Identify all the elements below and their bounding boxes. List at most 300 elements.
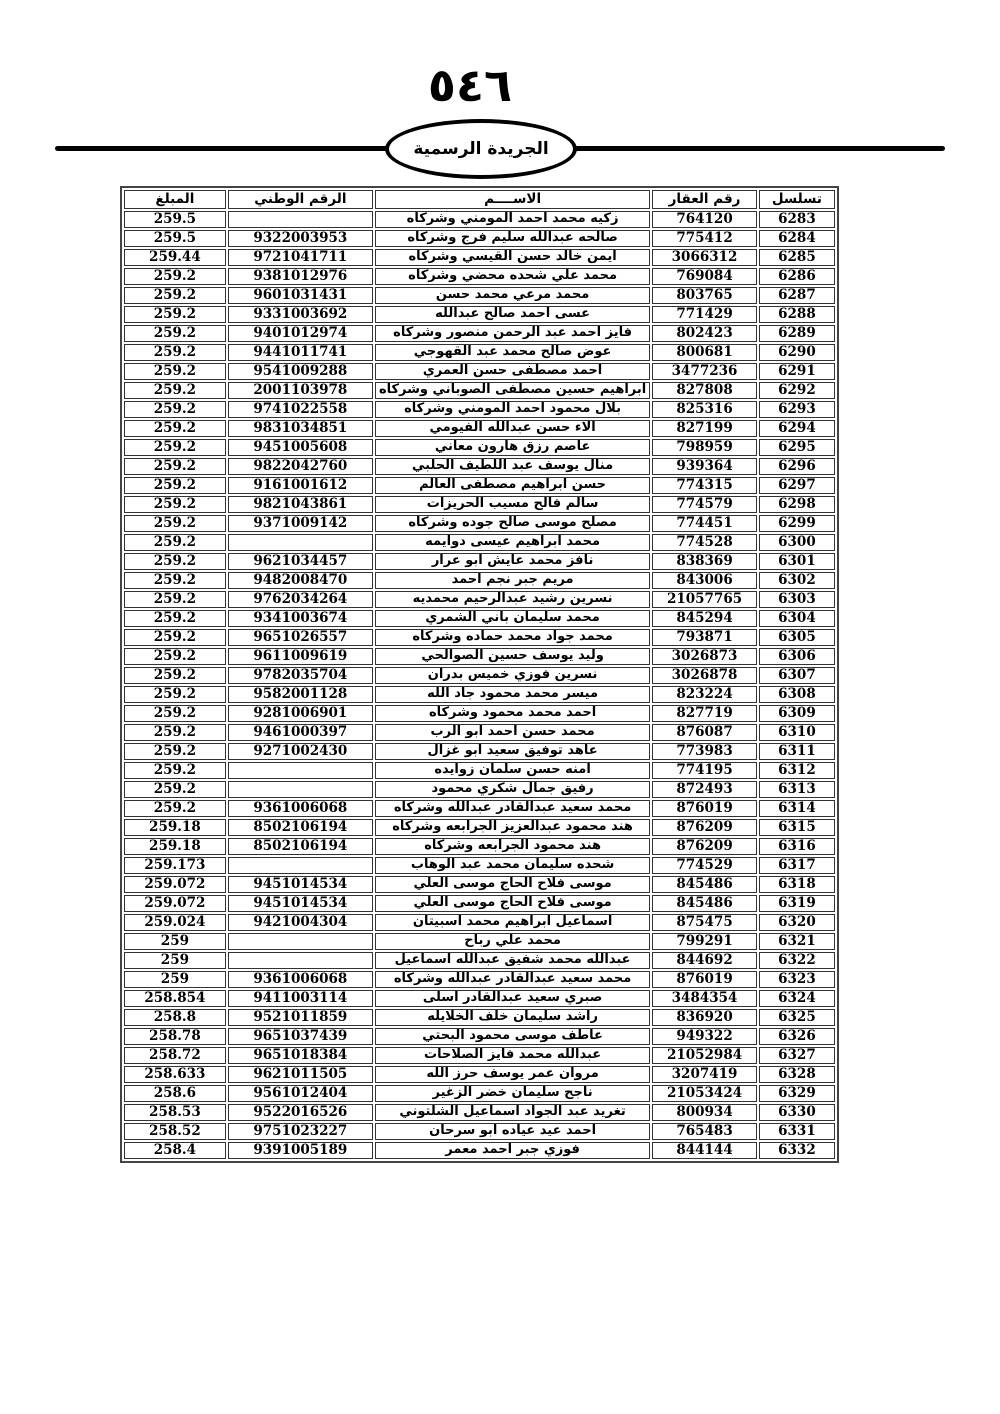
national-id-cell: 9271002430	[228, 743, 373, 760]
name-cell: محمد سعيد عبدالقادر عبدالله وشركاه	[375, 800, 650, 817]
amount-cell: 259.2	[124, 667, 226, 684]
national-id-cell: 9381012976	[228, 268, 373, 285]
serial-cell: 6291	[759, 363, 835, 380]
national-id-cell: 9482008470	[228, 572, 373, 589]
name-cell: نسرين رشيد عبدالرحيم محمديه	[375, 591, 650, 608]
serial-cell: 6283	[759, 211, 835, 228]
serial-cell: 6316	[759, 838, 835, 855]
name-cell: محمد علي شحده محضي وشركاه	[375, 268, 650, 285]
table-row	[124, 325, 835, 342]
amount-cell: 259	[124, 971, 226, 988]
serial-cell: 6323	[759, 971, 835, 988]
property-number-cell: 765483	[652, 1123, 757, 1140]
table-row	[124, 990, 835, 1007]
amount-cell: 259.2	[124, 724, 226, 741]
name-cell: موسى فلاح الحاج موسى العلي	[375, 895, 650, 912]
records-table-body	[124, 211, 835, 1159]
column-header-national-id: الرقم الوطني	[228, 190, 373, 209]
table-row	[124, 230, 835, 247]
table-row	[124, 819, 835, 836]
national-id-cell: 9341003674	[228, 610, 373, 627]
column-header-name: الاســــم	[375, 190, 650, 209]
national-id-cell: 9651037439	[228, 1028, 373, 1045]
serial-cell: 6311	[759, 743, 835, 760]
name-cell: مروان عمر يوسف حرز الله	[375, 1066, 650, 1083]
amount-cell: 259.2	[124, 325, 226, 342]
serial-cell: 6305	[759, 629, 835, 646]
national-id-cell: 9361006068	[228, 971, 373, 988]
table-row	[124, 382, 835, 399]
property-number-cell: 21053424	[652, 1085, 757, 1102]
property-number-cell: 798959	[652, 439, 757, 456]
table-row	[124, 1028, 835, 1045]
name-cell: صبري سعيد عبدالقادر اسلى	[375, 990, 650, 1007]
amount-cell: 259.2	[124, 477, 226, 494]
amount-cell: 258.633	[124, 1066, 226, 1083]
amount-cell: 259.5	[124, 211, 226, 228]
table-row	[124, 952, 835, 969]
national-id-cell: 9421004304	[228, 914, 373, 931]
national-id-cell: 9782035704	[228, 667, 373, 684]
name-cell: صالحه عبدالله سليم فرج وشركاه	[375, 230, 650, 247]
name-cell: هند محمود الجرابعه وشركاه	[375, 838, 650, 855]
amount-cell: 258.854	[124, 990, 226, 1007]
serial-cell: 6294	[759, 420, 835, 437]
national-id-cell: 9721041711	[228, 249, 373, 266]
property-number-cell: 876019	[652, 800, 757, 817]
amount-cell: 259.44	[124, 249, 226, 266]
serial-cell: 6297	[759, 477, 835, 494]
national-id-cell: 9822042760	[228, 458, 373, 475]
serial-cell: 6331	[759, 1123, 835, 1140]
table-header-row	[124, 190, 835, 209]
national-id-cell	[228, 762, 373, 779]
national-id-cell: 9541009288	[228, 363, 373, 380]
amount-cell: 259.2	[124, 534, 226, 551]
national-id-cell: 9521011859	[228, 1009, 373, 1026]
name-cell: منال يوسف عبد اللطيف الحلبي	[375, 458, 650, 475]
table-row	[124, 629, 835, 646]
national-id-cell: 9371009142	[228, 515, 373, 532]
property-number-cell: 3207419	[652, 1066, 757, 1083]
amount-cell: 259.2	[124, 686, 226, 703]
national-id-cell	[228, 952, 373, 969]
property-number-cell: 836920	[652, 1009, 757, 1026]
national-id-cell: 9762034264	[228, 591, 373, 608]
national-id-cell: 8502106194	[228, 838, 373, 855]
table-row	[124, 287, 835, 304]
amount-cell: 259.2	[124, 743, 226, 760]
name-cell: هند محمود عبدالعزيز الجرابعه وشركاه	[375, 819, 650, 836]
serial-cell: 6306	[759, 648, 835, 665]
name-cell: محمد علي رباح	[375, 933, 650, 950]
property-number-cell: 771429	[652, 306, 757, 323]
property-number-cell: 843006	[652, 572, 757, 589]
national-id-cell	[228, 211, 373, 228]
serial-cell: 6313	[759, 781, 835, 798]
name-cell: نافز محمد عايش ابو عرار	[375, 553, 650, 570]
property-number-cell: 876209	[652, 819, 757, 836]
gazette-title: الجريدة الرسمية	[413, 139, 549, 159]
name-cell: محمد مرعي محمد حسن	[375, 287, 650, 304]
table-row	[124, 610, 835, 627]
name-cell: حسن ابراهيم مصطفى العالم	[375, 477, 650, 494]
table-row	[124, 249, 835, 266]
table-row	[124, 1066, 835, 1083]
column-header-amount: المبلغ	[124, 190, 226, 209]
property-number-cell: 845294	[652, 610, 757, 627]
serial-cell: 6304	[759, 610, 835, 627]
property-number-cell: 774529	[652, 857, 757, 874]
amount-cell: 259.2	[124, 705, 226, 722]
serial-cell: 6303	[759, 591, 835, 608]
table-row	[124, 800, 835, 817]
property-number-cell: 800681	[652, 344, 757, 361]
name-cell: عبدالله محمد شفيق عبدالله اسماعيل	[375, 952, 650, 969]
property-number-cell: 3026878	[652, 667, 757, 684]
table-row	[124, 762, 835, 779]
national-id-cell: 9522016526	[228, 1104, 373, 1121]
property-number-cell: 825316	[652, 401, 757, 418]
property-number-cell: 844692	[652, 952, 757, 969]
national-id-cell: 9651026557	[228, 629, 373, 646]
serial-cell: 6330	[759, 1104, 835, 1121]
serial-cell: 6295	[759, 439, 835, 456]
amount-cell: 258.6	[124, 1085, 226, 1102]
table-row	[124, 895, 835, 912]
name-cell: محمد سليمان باني الشمري	[375, 610, 650, 627]
name-cell: ايمن خالد حسن القيسي وشركاه	[375, 249, 650, 266]
serial-cell: 6315	[759, 819, 835, 836]
name-cell: عسى احمد صالح عبدالله	[375, 306, 650, 323]
table-row	[124, 439, 835, 456]
table-row	[124, 1047, 835, 1064]
serial-cell: 6290	[759, 344, 835, 361]
amount-cell: 259.2	[124, 629, 226, 646]
national-id-cell: 9651018384	[228, 1047, 373, 1064]
table-row	[124, 1142, 835, 1159]
name-cell: رفيق جمال شكري محمود	[375, 781, 650, 798]
table-row	[124, 268, 835, 285]
serial-cell: 6324	[759, 990, 835, 1007]
name-cell: محمد سعيد عبدالقادر عبدالله وشركاه	[375, 971, 650, 988]
name-cell: شحده سليمان محمد عبد الوهاب	[375, 857, 650, 874]
records-table-container	[120, 186, 839, 1163]
serial-cell: 6299	[759, 515, 835, 532]
property-number-cell: 793871	[652, 629, 757, 646]
serial-cell: 6296	[759, 458, 835, 475]
amount-cell: 259.2	[124, 781, 226, 798]
property-number-cell: 844144	[652, 1142, 757, 1159]
table-row	[124, 496, 835, 513]
name-cell: عاصم رزق هارون معاني	[375, 439, 650, 456]
serial-cell: 6326	[759, 1028, 835, 1045]
amount-cell: 258.4	[124, 1142, 226, 1159]
name-cell: عاهد توفيق سعيد ابو غزال	[375, 743, 650, 760]
name-cell: احمد محمد محمود وشركاه	[375, 705, 650, 722]
table-row	[124, 458, 835, 475]
national-id-cell: 9621011505	[228, 1066, 373, 1083]
table-row	[124, 1104, 835, 1121]
property-number-cell: 827199	[652, 420, 757, 437]
serial-cell: 6318	[759, 876, 835, 893]
property-number-cell: 769084	[652, 268, 757, 285]
serial-cell: 6292	[759, 382, 835, 399]
serial-cell: 6312	[759, 762, 835, 779]
serial-cell: 6286	[759, 268, 835, 285]
amount-cell: 259.2	[124, 648, 226, 665]
amount-cell: 259.2	[124, 401, 226, 418]
property-number-cell: 774579	[652, 496, 757, 513]
name-cell: عوض صالح محمد عبد القهوجي	[375, 344, 650, 361]
property-number-cell: 823224	[652, 686, 757, 703]
property-number-cell: 803765	[652, 287, 757, 304]
national-id-cell: 9451014534	[228, 895, 373, 912]
national-id-cell: 9741022558	[228, 401, 373, 418]
name-cell: عبدالله محمد فايز الصلاحات	[375, 1047, 650, 1064]
national-id-cell	[228, 857, 373, 874]
serial-cell: 6302	[759, 572, 835, 589]
property-number-cell: 3066312	[652, 249, 757, 266]
name-cell: اسماعيل ابراهيم محمد اسبيتان	[375, 914, 650, 931]
table-row	[124, 363, 835, 380]
property-number-cell: 774528	[652, 534, 757, 551]
amount-cell: 258.78	[124, 1028, 226, 1045]
national-id-cell: 9561012404	[228, 1085, 373, 1102]
table-row	[124, 1009, 835, 1026]
table-row	[124, 686, 835, 703]
table-row	[124, 553, 835, 570]
serial-cell: 6321	[759, 933, 835, 950]
national-id-cell: 9621034457	[228, 553, 373, 570]
amount-cell: 259.072	[124, 895, 226, 912]
name-cell: ناجح سليمان خضر الزغير	[375, 1085, 650, 1102]
amount-cell: 259.2	[124, 363, 226, 380]
amount-cell: 258.72	[124, 1047, 226, 1064]
table-row	[124, 971, 835, 988]
name-cell: بلال محمود احمد المومني وشركاه	[375, 401, 650, 418]
serial-cell: 6288	[759, 306, 835, 323]
table-row	[124, 914, 835, 931]
amount-cell: 259.2	[124, 268, 226, 285]
national-id-cell: 9451014534	[228, 876, 373, 893]
serial-cell: 6322	[759, 952, 835, 969]
national-id-cell: 9611009619	[228, 648, 373, 665]
amount-cell: 259.2	[124, 382, 226, 399]
name-cell: محمد حسن احمد ابو الرب	[375, 724, 650, 741]
amount-cell: 259.2	[124, 515, 226, 532]
property-number-cell: 3484354	[652, 990, 757, 1007]
property-number-cell: 872493	[652, 781, 757, 798]
table-row	[124, 515, 835, 532]
table-row	[124, 211, 835, 228]
national-id-cell: 9582001128	[228, 686, 373, 703]
gazette-title-badge	[385, 119, 577, 179]
name-cell: الاء حسن عبدالله الفيومي	[375, 420, 650, 437]
national-id-cell: 9281006901	[228, 705, 373, 722]
name-cell: احمد مصطفى حسن العمري	[375, 363, 650, 380]
national-id-cell: 9391005189	[228, 1142, 373, 1159]
national-id-cell: 8502106194	[228, 819, 373, 836]
property-number-cell: 876019	[652, 971, 757, 988]
serial-cell: 6329	[759, 1085, 835, 1102]
serial-cell: 6332	[759, 1142, 835, 1159]
national-id-cell: 9361006068	[228, 800, 373, 817]
property-number-cell: 774451	[652, 515, 757, 532]
property-number-cell: 775412	[652, 230, 757, 247]
table-row	[124, 1085, 835, 1102]
national-id-cell: 9401012974	[228, 325, 373, 342]
amount-cell: 259.173	[124, 857, 226, 874]
serial-cell: 6307	[759, 667, 835, 684]
name-cell: فوزي جبر احمد معمر	[375, 1142, 650, 1159]
serial-cell: 6287	[759, 287, 835, 304]
amount-cell: 259.2	[124, 762, 226, 779]
name-cell: نسرين فوزي خميس بدران	[375, 667, 650, 684]
property-number-cell: 827719	[652, 705, 757, 722]
name-cell: امنه حسن سلمان زوايده	[375, 762, 650, 779]
property-number-cell: 800934	[652, 1104, 757, 1121]
national-id-cell: 9441011741	[228, 344, 373, 361]
table-row	[124, 591, 835, 608]
name-cell: احمد عيد عياده ابو سرحان	[375, 1123, 650, 1140]
table-row	[124, 838, 835, 855]
amount-cell: 259.5	[124, 230, 226, 247]
property-number-cell: 845486	[652, 895, 757, 912]
serial-cell: 6301	[759, 553, 835, 570]
national-id-cell: 9411003114	[228, 990, 373, 1007]
amount-cell: 258.52	[124, 1123, 226, 1140]
name-cell: محمد ابراهيم عيسى دوايمه	[375, 534, 650, 551]
property-number-cell: 876087	[652, 724, 757, 741]
serial-cell: 6327	[759, 1047, 835, 1064]
property-number-cell: 949322	[652, 1028, 757, 1045]
property-number-cell: 876209	[652, 838, 757, 855]
table-row	[124, 933, 835, 950]
records-table	[120, 186, 839, 1163]
column-header-serial: تسلسل	[759, 190, 835, 209]
amount-cell: 258.53	[124, 1104, 226, 1121]
table-row	[124, 857, 835, 874]
name-cell: ميسر محمد محمود جاد الله	[375, 686, 650, 703]
serial-cell: 6319	[759, 895, 835, 912]
property-number-cell: 764120	[652, 211, 757, 228]
national-id-cell: 9322003953	[228, 230, 373, 247]
serial-cell: 6309	[759, 705, 835, 722]
name-cell: ابراهيم حسين مصطفى الصوباني وشركاه	[375, 382, 650, 399]
table-row	[124, 648, 835, 665]
amount-cell: 259.2	[124, 306, 226, 323]
national-id-cell: 9461000397	[228, 724, 373, 741]
amount-cell: 259	[124, 952, 226, 969]
amount-cell: 259.2	[124, 420, 226, 437]
table-row	[124, 876, 835, 893]
name-cell: عاطف موسى محمود البحتي	[375, 1028, 650, 1045]
amount-cell: 259.2	[124, 439, 226, 456]
property-number-cell: 774195	[652, 762, 757, 779]
name-cell: زكيه محمد احمد المومني وشركاه	[375, 211, 650, 228]
serial-cell: 6320	[759, 914, 835, 931]
name-cell: موسى فلاح الحاج موسى العلي	[375, 876, 650, 893]
amount-cell: 259.2	[124, 800, 226, 817]
table-row	[124, 667, 835, 684]
national-id-cell: 9451005608	[228, 439, 373, 456]
amount-cell: 259.2	[124, 610, 226, 627]
name-cell: محمد جواد محمد حماده وشركاه	[375, 629, 650, 646]
name-cell: سالم فالح مسيب الحريزات	[375, 496, 650, 513]
property-number-cell: 3026873	[652, 648, 757, 665]
amount-cell: 259.18	[124, 819, 226, 836]
table-row	[124, 572, 835, 589]
national-id-cell: 9161001612	[228, 477, 373, 494]
serial-cell: 6285	[759, 249, 835, 266]
table-row	[124, 344, 835, 361]
name-cell: مريم جبر نجم احمد	[375, 572, 650, 589]
property-number-cell: 21052984	[652, 1047, 757, 1064]
national-id-cell	[228, 781, 373, 798]
property-number-cell: 875475	[652, 914, 757, 931]
amount-cell: 258.8	[124, 1009, 226, 1026]
table-row	[124, 705, 835, 722]
serial-cell: 6298	[759, 496, 835, 513]
name-cell: وليد يوسف حسين الصوالحي	[375, 648, 650, 665]
amount-cell: 259.2	[124, 553, 226, 570]
table-row	[124, 306, 835, 323]
serial-cell: 6328	[759, 1066, 835, 1083]
property-number-cell: 21057765	[652, 591, 757, 608]
serial-cell: 6289	[759, 325, 835, 342]
national-id-cell: 9331003692	[228, 306, 373, 323]
page-number: ٥٤٦	[427, 58, 513, 112]
property-number-cell: 827808	[652, 382, 757, 399]
table-row	[124, 724, 835, 741]
amount-cell: 259.2	[124, 591, 226, 608]
national-id-cell	[228, 933, 373, 950]
column-header-property: رقم العقار	[652, 190, 757, 209]
property-number-cell: 838369	[652, 553, 757, 570]
table-row	[124, 534, 835, 551]
amount-cell: 259.024	[124, 914, 226, 931]
name-cell: راشد سليمان خلف الخلايله	[375, 1009, 650, 1026]
amount-cell: 259.18	[124, 838, 226, 855]
property-number-cell: 774315	[652, 477, 757, 494]
serial-cell: 6308	[759, 686, 835, 703]
serial-cell: 6325	[759, 1009, 835, 1026]
amount-cell: 259	[124, 933, 226, 950]
serial-cell: 6284	[759, 230, 835, 247]
national-id-cell	[228, 534, 373, 551]
national-id-cell: 9821043861	[228, 496, 373, 513]
national-id-cell: 9831034851	[228, 420, 373, 437]
serial-cell: 6317	[759, 857, 835, 874]
serial-cell: 6314	[759, 800, 835, 817]
table-row	[124, 401, 835, 418]
property-number-cell: 802423	[652, 325, 757, 342]
serial-cell: 6293	[759, 401, 835, 418]
table-row	[124, 477, 835, 494]
property-number-cell: 845486	[652, 876, 757, 893]
serial-cell: 6300	[759, 534, 835, 551]
table-row	[124, 420, 835, 437]
national-id-cell: 2001103978	[228, 382, 373, 399]
property-number-cell: 773983	[652, 743, 757, 760]
name-cell: فايز احمد عبد الرحمن منصور وشركاه	[375, 325, 650, 342]
amount-cell: 259.072	[124, 876, 226, 893]
property-number-cell: 799291	[652, 933, 757, 950]
amount-cell: 259.2	[124, 344, 226, 361]
table-row	[124, 781, 835, 798]
table-row	[124, 743, 835, 760]
